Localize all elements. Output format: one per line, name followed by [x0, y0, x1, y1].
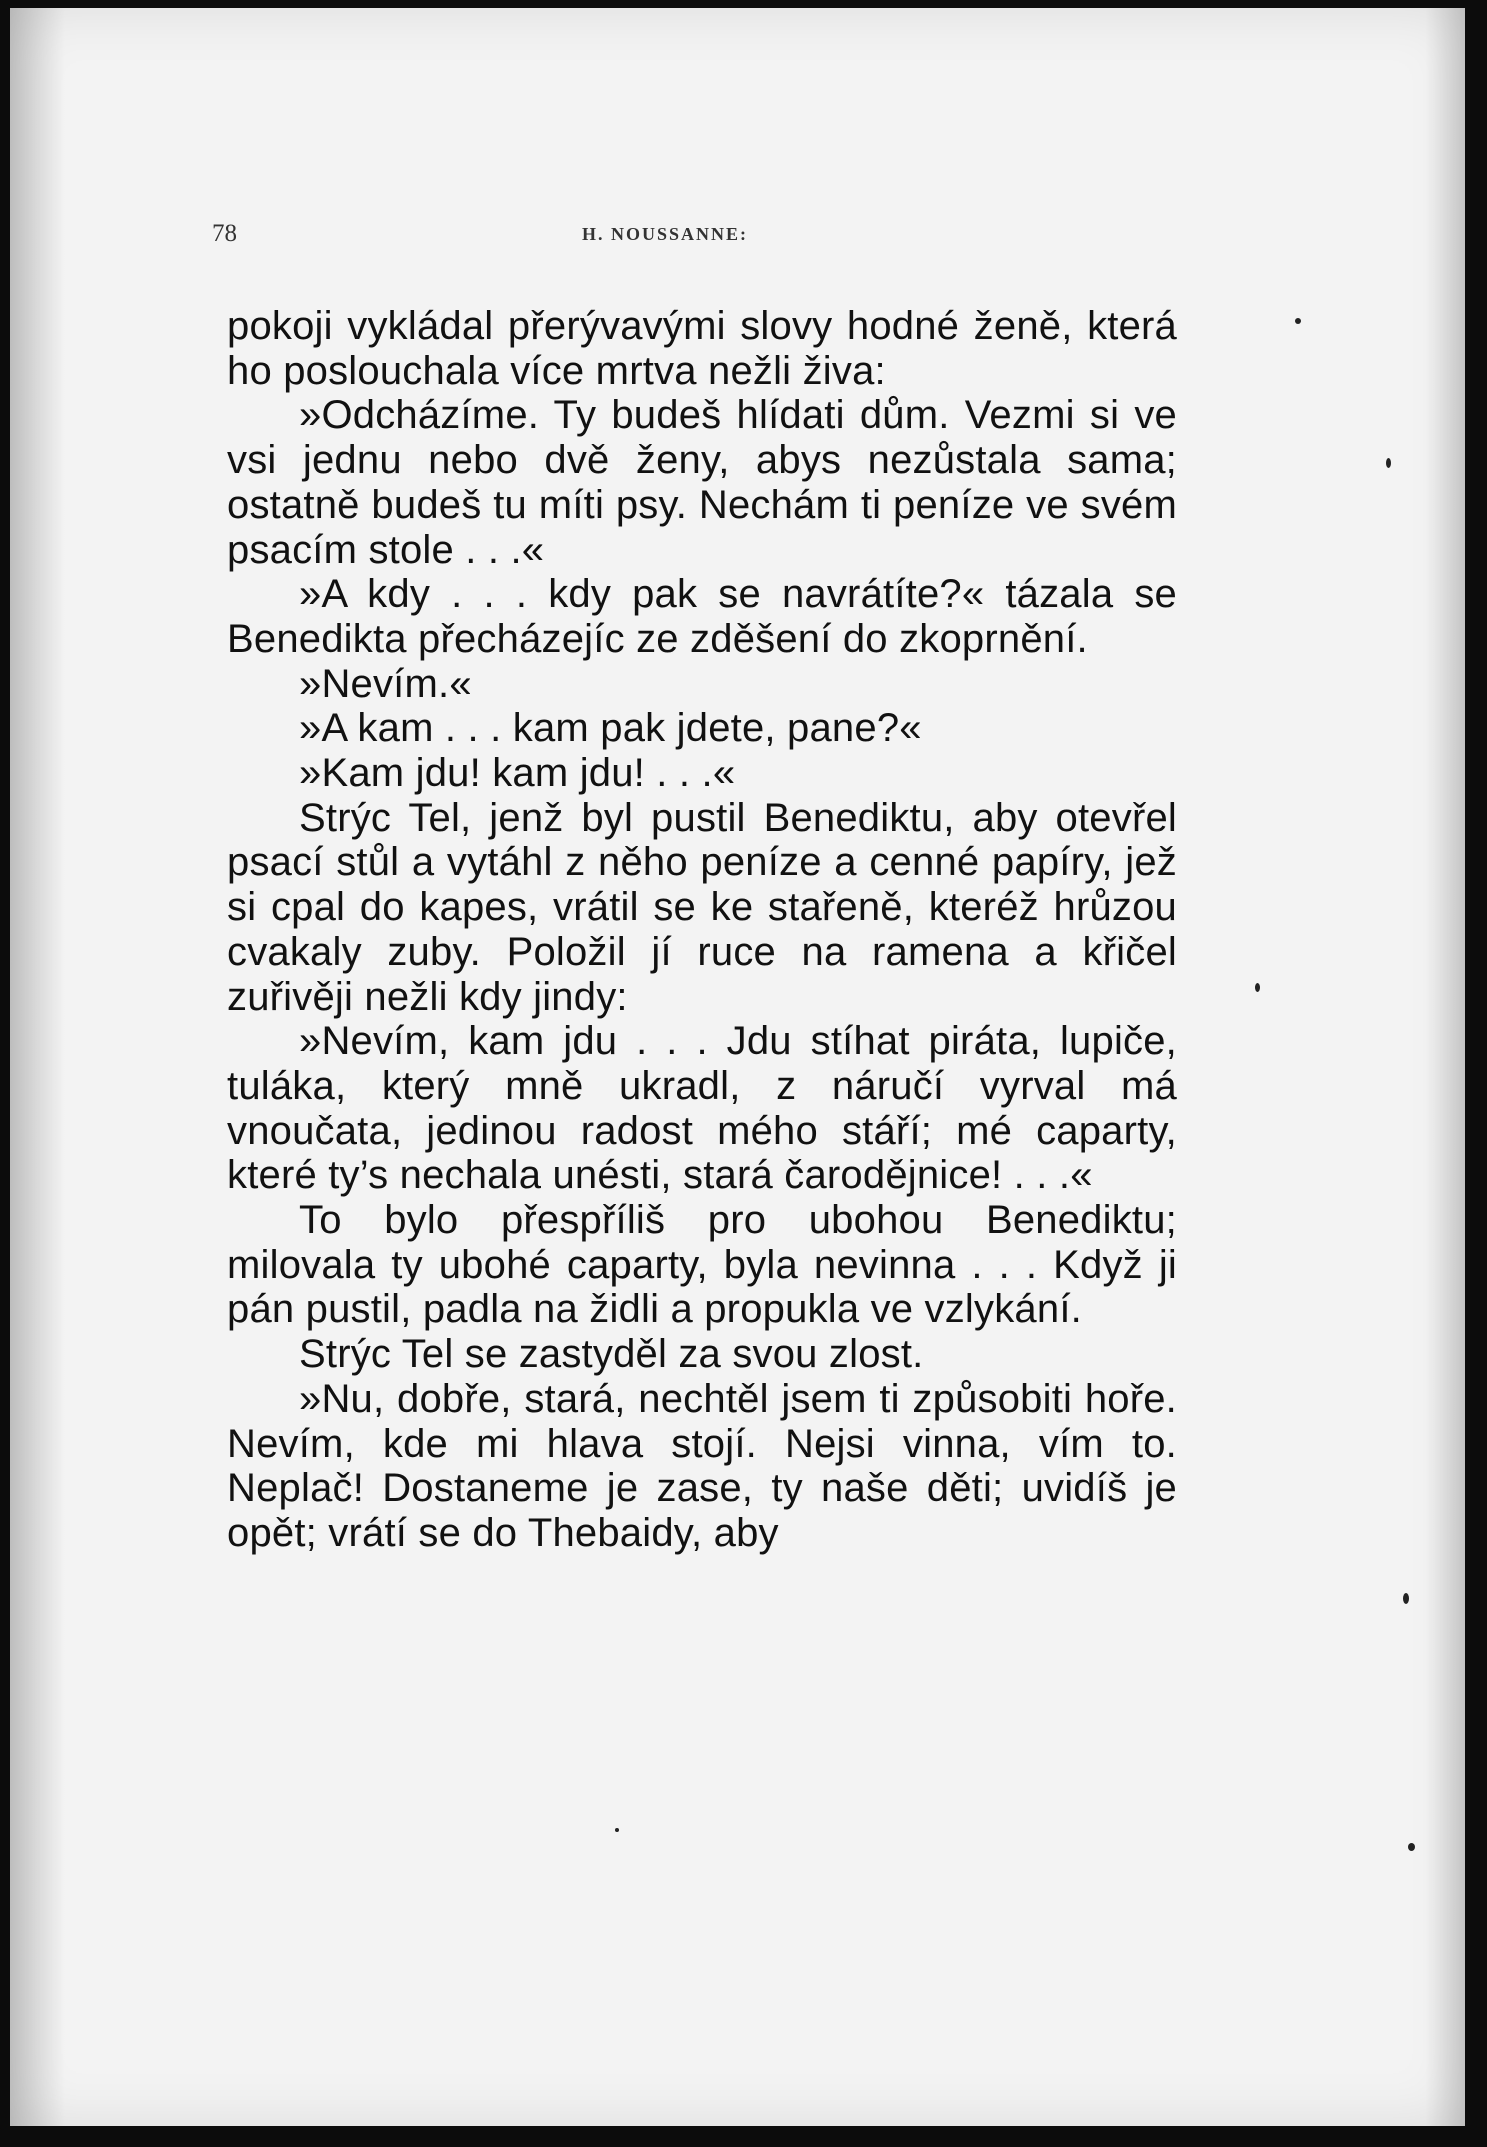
paragraph: »A kam . . . kam pak jdete, pane?« — [299, 706, 922, 751]
paragraph: »Nu, dobře, stará, nechtěl jsem ti způsobiti hoře. Nevím, kde mi hlava stojí. Nejsi vinna, vím to. Neplač! Dostaneme je zase, ty naše děti; uvidíš je opět; vrátí se do Thebaidy, aby — [227, 1376, 1177, 1555]
scan-speck — [1408, 1843, 1415, 1851]
paragraph: »Kam jdu! kam jdu! . . .« — [299, 751, 736, 796]
scan-speck — [1295, 318, 1301, 324]
book-page — [10, 8, 1465, 2126]
scan-speck — [615, 1828, 619, 1832]
paragraph: Strýc Tel, jenž byl pustil Benediktu, aby otevřel psací stůl a vytáhl z něho peníze a cenné papíry, jež si cpal do kapes, vrátil se ke stařeně, kteréž hrůzou cvakaly zuby. Položil jí ruce na ramena a křičel zuřivěji nežli kdy jindy: — [227, 795, 1177, 1019]
paragraph: »A kdy . . . kdy pak se navrátíte?« tázala se Benedikta přecházejíc ze zděšení do zkoprnění. — [227, 572, 1177, 661]
scan-speck — [1386, 458, 1391, 468]
paragraph: »Odcházíme. Ty budeš hlídati dům. Vezmi si ve vsi jednu nebo dvě ženy, abys nezůstala sama; ostatně budeš tu míti psy. Nechám ti peníze ve svém psacím stole . . .« — [227, 393, 1177, 572]
paragraph: »Nevím.« — [299, 661, 472, 706]
page-header — [212, 220, 1172, 260]
paragraph: Strýc Tel se zastyděl za svou zlost. — [299, 1332, 924, 1377]
paragraph: To bylo přespříliš pro ubohou Benediktu; milovala ty ubohé caparty, byla nevinna . . . Když ji pán pustil, padla na židli a propukla ve vzlykání. — [227, 1198, 1177, 1332]
scan-speck — [1255, 983, 1260, 992]
paragraph: pokoji vykládal přerývavými slovy hodné ženě, která ho poslouchala více mrtva nežli živa: — [227, 304, 1177, 393]
body-text — [227, 304, 1177, 1556]
scan-speck — [1403, 1593, 1409, 1604]
paragraph: »Nevím, kam jdu . . . Jdu stíhat piráta, lupiče, tuláka, který mně ukradl, z náručí vyrval má vnoučata, jedinou radost mého stáří; mé caparty, které ty’s nechala unésti, stará čarodějnice! . . .« — [227, 1019, 1177, 1198]
page-number: 78 — [212, 220, 237, 247]
running-head: H. NOUSSANNE: — [582, 224, 749, 244]
